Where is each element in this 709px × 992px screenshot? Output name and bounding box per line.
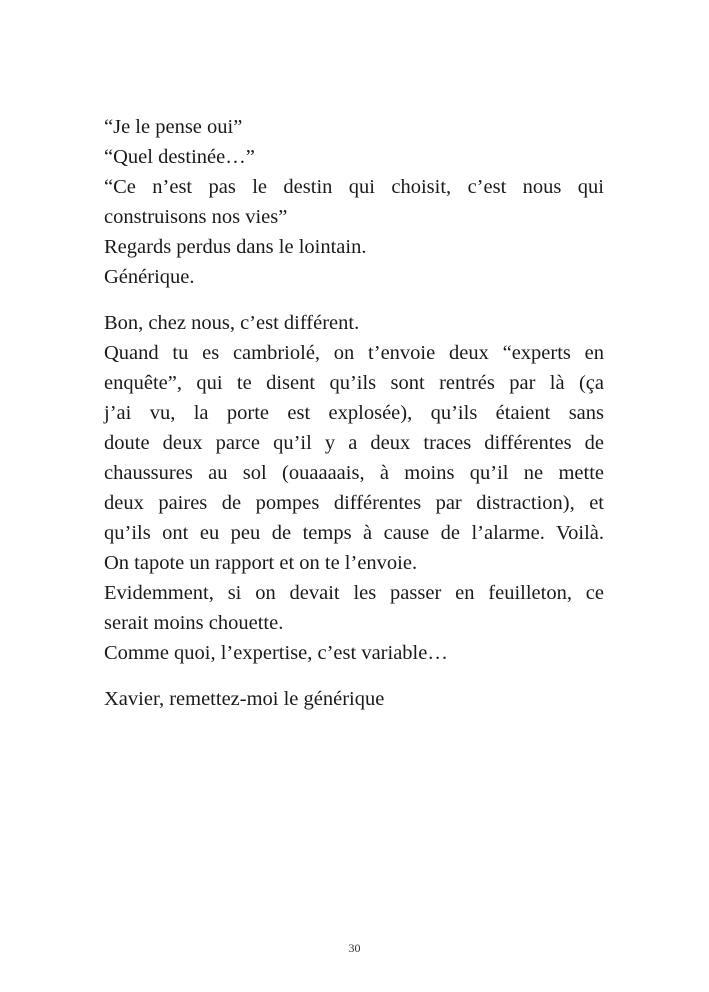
text-line: Quand tu es cambriolé, on t’envoie deux “experts en bbox=[104, 342, 604, 364]
text-line: serait moins chouette. bbox=[104, 612, 284, 634]
text-line: Evidemment, si on devait les passer en feuilleton, ce bbox=[104, 582, 604, 604]
text-line: deux paires de pompes différentes par distraction), et bbox=[104, 492, 604, 514]
paragraph bbox=[104, 684, 604, 714]
text-line: Regards perdus dans le lointain. bbox=[104, 236, 367, 258]
text-line: qu’ils ont eu peu de temps à cause de l’alarme. Voilà. bbox=[104, 522, 604, 544]
page-number: 30 bbox=[348, 941, 361, 955]
text-line: Bon, chez nous, c’est différent. bbox=[104, 312, 360, 334]
paragraph bbox=[104, 308, 604, 668]
text-line: “Quel destinée…” bbox=[104, 146, 255, 168]
text-line: “Ce n’est pas le destin qui choisit, c’est nous qui bbox=[104, 176, 604, 198]
text-line: “Je le pense oui” bbox=[104, 116, 243, 138]
text-line: construisons nos vies” bbox=[104, 206, 288, 228]
text-line: chaussures au sol (ouaaaais, à moins qu’il ne mette bbox=[104, 462, 604, 484]
text-line: Comme quoi, l’expertise, c’est variable… bbox=[104, 642, 448, 664]
text-line: doute deux parce qu’il y a deux traces différentes de bbox=[104, 432, 604, 454]
paragraph bbox=[104, 112, 604, 292]
text-line: Xavier, remettez-moi le générique bbox=[104, 688, 385, 710]
text-line: On tapote un rapport et on te l’envoie. bbox=[104, 552, 418, 574]
text-line: j’ai vu, la porte est explosée), qu’ils étaient sans bbox=[104, 402, 604, 424]
text-line: Générique. bbox=[104, 266, 195, 288]
page-body bbox=[104, 112, 604, 730]
text-line: enquête”, qui te disent qu’ils sont rentrés par là (ça bbox=[104, 372, 604, 394]
